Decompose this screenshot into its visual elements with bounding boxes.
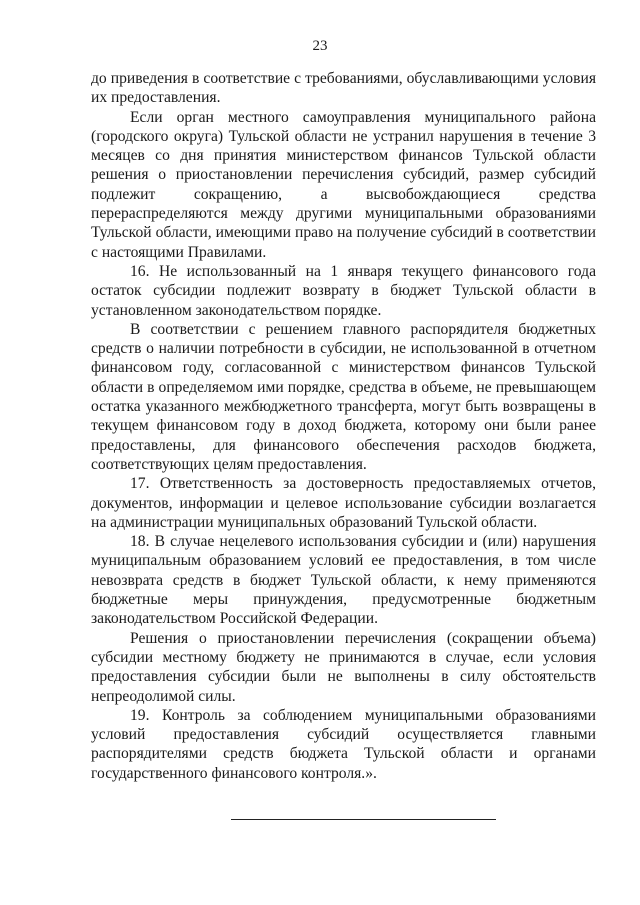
paragraph-force-majeure: Решения о приостановлении перечисления (сокращении объема) субсидии местному бюджету не принимаются в случае, если условия предоставления субсидии были не выполнены в силу обстоятельств непреодолимой силы. bbox=[91, 629, 596, 705]
paragraph-violation-not-remedied: Если орган местного самоуправления муниципального района (городского округа) Тульской области не устранил нарушения в течение 3 месяцев со дня принятия министерством финансов Тульской области решения о приостановлении перечисления субсидий, размер субсидий подлежит сокращению, а высвобождающиеся средства перераспределяются между другими муниципальными образованиями Тульской области, имеющими право на получение субсидий в соответствии с настоящими Правилами. bbox=[91, 108, 596, 261]
paragraph-item-17: 17. Ответственность за достоверность предоставляемых отчетов, документов, информации и целевое использование субсидии возлагается на администрации муниципальных образований Тульской области. bbox=[91, 475, 596, 531]
paragraph-continuation: до приведения в соответствие с требованиями, обуславливающими условия их предоставления. bbox=[91, 70, 596, 107]
document-body bbox=[91, 69, 596, 783]
end-of-document-rule bbox=[231, 819, 496, 820]
paragraph-item-19: 19. Контроль за соблюдением муниципальными образованиями условий предоставления субсидий осуществляется главными распорядителями средств бюджета Тульской области и органами государственного финансового контроля.». bbox=[91, 706, 596, 782]
page-number: 23 bbox=[312, 38, 328, 54]
paragraph-subsidy-return: В соответствии с решением главного распорядителя бюджетных средств о наличии потребности в субсидии, не использованной в отчетном финансовом году, согласованной с министерством финансов Тульской области в определяемом ими порядке, средства в объеме, не превышающем остатка указанного межбюджетного трансферта, могут быть возвращены в текущем финансовом году в доход бюджета, которому они были ранее предоставлены, для финансового обеспечения расходов бюджета, соответствующих целям предоставления. bbox=[91, 320, 596, 473]
paragraph-item-16: 16. Не использованный на 1 января текущего финансового года остаток субсидии подлежит возврату в бюджет Тульской области в установленном законодательством порядке. bbox=[91, 262, 596, 319]
paragraph-item-18: 18. В случае нецелевого использования субсидии и (или) нарушения муниципальным образованием условий ее предоставления, в том числе невозврата средств в бюджет Тульской области, к нему применяются бюджетные меры принуждения, предусмотренные бюджетным законодательством Российской Федерации. bbox=[91, 533, 596, 628]
